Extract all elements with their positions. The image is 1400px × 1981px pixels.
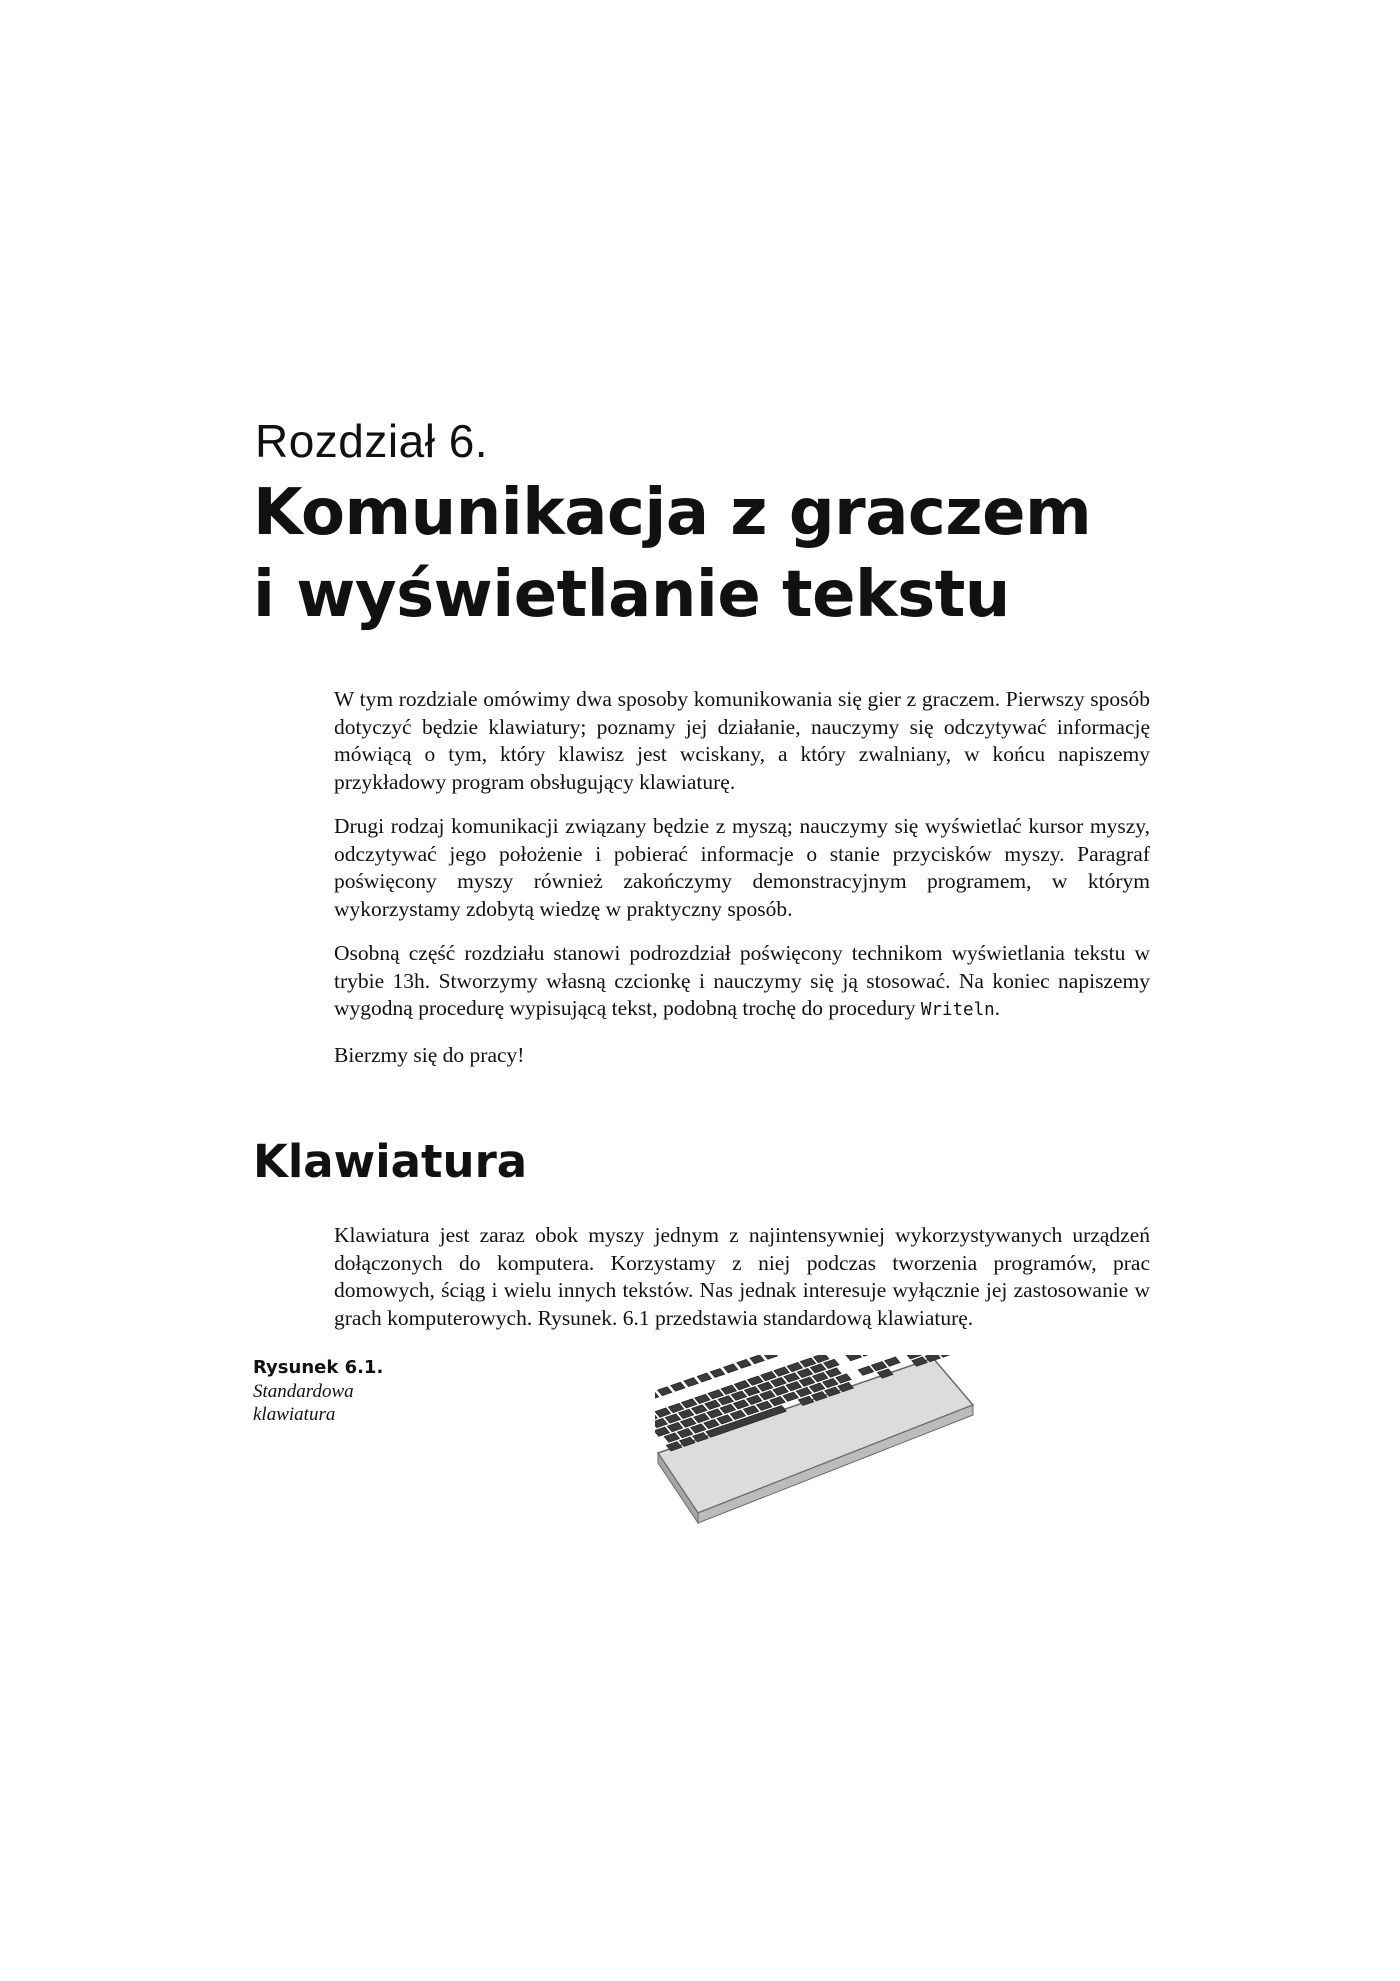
- keyboard-key: [655, 1418, 668, 1427]
- keyboard-key: [733, 1400, 749, 1409]
- keyboard-key: [655, 1427, 670, 1436]
- keyboard-key: [823, 1378, 839, 1387]
- keyboard-key: [810, 1364, 826, 1373]
- keyboard-key: [691, 1424, 707, 1433]
- keyboard-key: [770, 1397, 786, 1406]
- intro-paragraph-2: Drugi rodzaj komunikacji związany będzie z myszą; nauczymy się wyświetlać kursor myszy, odczytywać jego położenie i pobierać informacje o stanie przycisków myszy. Paragraf poświęcony myszy również zakończymy demonstracyjnym programem, w którym wykorzystamy zdobytą wiedzę w praktyczny sposób.: [334, 814, 1150, 921]
- keyboard-key: [671, 1382, 686, 1391]
- keyboard-key: [746, 1395, 762, 1405]
- keyboard-key: [730, 1410, 746, 1419]
- keyboard-key: [800, 1358, 816, 1367]
- keyboard-key: [655, 1408, 671, 1418]
- keyboard-key: [773, 1386, 789, 1396]
- keyboard-key: [678, 1409, 694, 1418]
- section-heading: Klawiatura: [253, 1135, 528, 1188]
- keyboard-key: [721, 1385, 737, 1394]
- keyboard-key: [717, 1415, 733, 1424]
- keyboard-key: [836, 1374, 852, 1383]
- keyboard-key: [761, 1371, 777, 1381]
- keyboard-key: [771, 1377, 787, 1386]
- keyboard-key: [695, 1394, 711, 1403]
- code-writeln: Writeln: [920, 1000, 995, 1020]
- intro-paragraph-3-end: .: [994, 996, 1001, 1020]
- keyboard-key: [681, 1399, 697, 1408]
- keyboard-key: [859, 1355, 875, 1356]
- intro-paragraph-3-text: Osobną część rozdziału stanowi podrozdział poświęcony technikom wyświetlania tekstu w trybie 13h. Stworzymy własną czcionkę i nauczymy się ją stosować. Na koniec napiszemy wygodną procedurę wypisującą tekst, podobną trochę do procedury: [334, 941, 1150, 1020]
- keyboard-key: [697, 1373, 712, 1382]
- keyboard-key: [783, 1392, 799, 1401]
- keyboard-key: [655, 1391, 659, 1400]
- figure-caption: [253, 1356, 393, 1426]
- keyboard-key: [750, 1355, 765, 1364]
- keyboard-key: [665, 1414, 681, 1423]
- intro-paragraph-1: W tym rozdziale omówimy dwa sposoby komunikowania się gier z graczem. Pierwszy sposób dotyczyć będzie klawiatury; poznamy jej działanie, nauczymy się odczytywać informację mówiącą o tym, który klawisz jest wciskany, a który zwalniany, w końcu napiszemy przykładowy program obsługujący klawiaturę.: [334, 687, 1150, 794]
- keyboard-key: [763, 1355, 778, 1359]
- keyboard-key: [812, 1372, 828, 1381]
- section-paragraph-1: Klawiatura jest zaraz obok myszy jednym z najintensywniej wykorzystywanych urządzeń dołączonych do komputera. Korzystamy z niej podczas tworzenia programów, prac domowych, ściąg i wielu innych tekstów. Nas jednak interesuje wyłącznie jej zastosowanie w grach komputerowych. Rysunek. 6.1 przedstawia standardową klawiaturę.: [334, 1223, 1150, 1330]
- keyboard-key: [797, 1368, 813, 1377]
- keyboard-key: [744, 1387, 760, 1396]
- keyboard-key: [846, 1355, 862, 1361]
- figure-description: Standardowa klawiatura: [253, 1381, 354, 1425]
- keyboard-illustration: [655, 1355, 975, 1525]
- keyboard-key: [708, 1390, 724, 1399]
- keyboard-key: [710, 1369, 725, 1378]
- keyboard-key: [747, 1376, 763, 1385]
- keyboard-key: [760, 1391, 776, 1400]
- keyboard-key: [885, 1357, 901, 1367]
- keyboard-key: [724, 1364, 739, 1373]
- keyboard-key: [692, 1405, 708, 1414]
- keyboard-key: [774, 1367, 790, 1376]
- keyboard-key: [718, 1396, 734, 1405]
- keyboard-key: [757, 1401, 773, 1410]
- keyboard-key: [684, 1378, 699, 1387]
- keyboard-key: [743, 1406, 759, 1415]
- chapter-title-line1: Komunikacja z graczem: [253, 476, 1092, 550]
- keyboard-key: [737, 1359, 752, 1368]
- keyboard-key: [938, 1355, 954, 1357]
- keyboard-key: [694, 1413, 710, 1423]
- keyboard-key: [720, 1404, 736, 1413]
- keyboard-key: [824, 1359, 840, 1368]
- keyboard-key: [734, 1381, 750, 1391]
- keyboard-key: [758, 1382, 774, 1391]
- intro-paragraph-4: Bierzmy się do pracy!: [334, 1042, 525, 1067]
- intro-paragraph-3: [334, 940, 1150, 1025]
- keyboard-key: [731, 1391, 747, 1400]
- keyboard-key: [707, 1409, 723, 1418]
- intro-text: [334, 686, 1150, 1086]
- keyboard-key: [786, 1382, 802, 1391]
- chapter-title-line2: i wyświetlanie tekstu: [253, 558, 1010, 632]
- chapter-label: Rozdział 6.: [255, 415, 489, 467]
- keyboard-key: [658, 1387, 673, 1396]
- keyboard-key: [787, 1362, 803, 1372]
- chapter-title: [253, 472, 1091, 636]
- keyboard-key: [677, 1428, 693, 1437]
- keyboard-key: [704, 1419, 720, 1428]
- keyboard-key: [667, 1422, 683, 1432]
- keyboard-key: [680, 1418, 696, 1427]
- keyboard-key: [858, 1366, 874, 1375]
- keyboard-key: [705, 1400, 721, 1409]
- figure-label: Rysunek 6.1.: [253, 1357, 384, 1378]
- keyboard-key: [826, 1368, 842, 1378]
- keyboard-key: [809, 1383, 825, 1392]
- keyboard-key: [796, 1387, 812, 1396]
- section-text: [334, 1222, 1150, 1349]
- keyboard-key: [784, 1373, 800, 1382]
- keyboard-key: [664, 1433, 680, 1442]
- keyboard-key: [799, 1377, 815, 1387]
- keyboard-key: [871, 1362, 887, 1371]
- keyboard-key: [668, 1403, 684, 1412]
